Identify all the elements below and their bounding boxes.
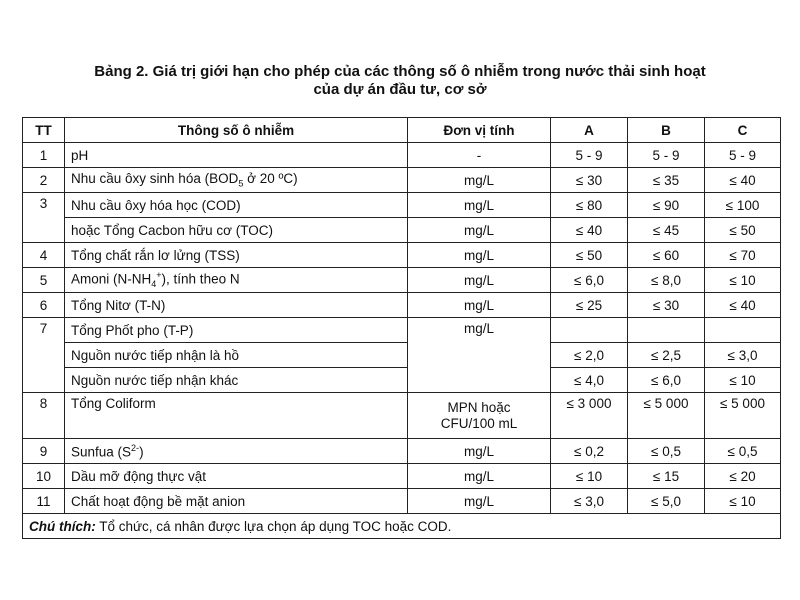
table-row xyxy=(23,193,781,218)
cell-b: ≤ 5,0 xyxy=(628,489,705,514)
cell-a: ≤ 6,0 xyxy=(551,268,628,293)
table-row xyxy=(23,464,781,489)
cell-parameter: hoặc Tổng Cacbon hữu cơ (TOC) xyxy=(65,218,408,243)
cell-b: ≤ 35 xyxy=(628,168,705,193)
note-label: Chú thích: xyxy=(29,518,96,534)
cell-a xyxy=(551,318,628,343)
header-a: A xyxy=(551,118,628,143)
table-header-row xyxy=(23,118,781,143)
header-parameter: Thông số ô nhiễm xyxy=(65,118,408,143)
header-unit: Đơn vị tính xyxy=(408,118,551,143)
cell-parameter: pH xyxy=(65,143,408,168)
cell-c: ≤ 40 xyxy=(705,168,781,193)
header-c: C xyxy=(705,118,781,143)
cell-unit: mg/L xyxy=(408,318,551,393)
header-tt: TT xyxy=(23,118,65,143)
note-row xyxy=(23,514,781,539)
cell-parameter: Nguồn nước tiếp nhận khác xyxy=(65,368,408,393)
cell-c: ≤ 100 xyxy=(705,193,781,218)
cell-tt: 4 xyxy=(23,243,65,268)
table-row xyxy=(23,393,781,439)
cell-a: ≤ 3,0 xyxy=(551,489,628,514)
table-row xyxy=(23,218,781,243)
param-text: ), tính theo N xyxy=(161,271,240,287)
cell-a: 5 - 9 xyxy=(551,143,628,168)
cell-parameter: Nhu cầu ôxy hóa học (COD) xyxy=(65,193,408,218)
cell-c: ≤ 40 xyxy=(705,293,781,318)
cell-tt: 2 xyxy=(23,168,65,193)
table-title xyxy=(20,63,780,99)
cell-tt: 3 xyxy=(23,193,65,243)
table-row xyxy=(23,439,781,464)
table-row xyxy=(23,293,781,318)
table-row xyxy=(23,343,781,368)
cell-unit: mg/L xyxy=(408,439,551,464)
table-row xyxy=(23,168,781,193)
param-text: ) xyxy=(139,444,144,460)
cell-unit: mg/L xyxy=(408,464,551,489)
cell-c: ≤ 10 xyxy=(705,489,781,514)
cell-b: ≤ 45 xyxy=(628,218,705,243)
cell-b: ≤ 30 xyxy=(628,293,705,318)
cell-a: ≤ 50 xyxy=(551,243,628,268)
header-b: B xyxy=(628,118,705,143)
cell-c: ≤ 5 000 xyxy=(705,393,781,439)
cell-parameter: Tổng Coliform xyxy=(65,393,408,439)
cell-c: ≤ 10 xyxy=(705,368,781,393)
cell-c: 5 - 9 xyxy=(705,143,781,168)
param-text: ở 20 ºC) xyxy=(243,171,298,187)
cell-unit: mg/L xyxy=(408,489,551,514)
cell-tt: 5 xyxy=(23,268,65,293)
cell-b: ≤ 5 000 xyxy=(628,393,705,439)
cell-tt: 8 xyxy=(23,393,65,439)
cell-unit: mg/L xyxy=(408,168,551,193)
cell-b: ≤ 8,0 xyxy=(628,268,705,293)
cell-a: ≤ 25 xyxy=(551,293,628,318)
cell-unit: mg/L xyxy=(408,293,551,318)
cell-a: ≤ 10 xyxy=(551,464,628,489)
unit-line: CFU/100 mL xyxy=(440,416,518,431)
cell-unit: mg/L xyxy=(408,218,551,243)
cell-a: ≤ 3 000 xyxy=(551,393,628,439)
param-subscript: 4 xyxy=(151,279,157,290)
cell-b: ≤ 15 xyxy=(628,464,705,489)
table-title-line1: Bảng 2. Giá trị giới hạn cho phép của các thông số ô nhiễm trong nước thải sinh hoạt xyxy=(94,63,706,80)
cell-tt: 10 xyxy=(23,464,65,489)
param-subscript: 5 xyxy=(238,178,244,189)
cell-c: ≤ 0,5 xyxy=(705,439,781,464)
cell-a: ≤ 40 xyxy=(551,218,628,243)
note-cell xyxy=(23,514,781,539)
cell-a: ≤ 30 xyxy=(551,168,628,193)
cell-parameter: Nguồn nước tiếp nhận là hồ xyxy=(65,343,408,368)
cell-parameter: Dầu mỡ động thực vật xyxy=(65,464,408,489)
cell-unit xyxy=(408,393,551,439)
cell-parameter xyxy=(65,439,408,464)
param-text: Amoni (N-NH xyxy=(71,271,152,287)
cell-b: ≤ 60 xyxy=(628,243,705,268)
cell-tt: 9 xyxy=(23,439,65,464)
cell-unit: mg/L xyxy=(408,243,551,268)
cell-parameter: Chất hoạt động bề mặt anion xyxy=(65,489,408,514)
cell-parameter xyxy=(65,268,408,293)
cell-a: ≤ 0,2 xyxy=(551,439,628,464)
cell-c: ≤ 3,0 xyxy=(705,343,781,368)
cell-c xyxy=(705,318,781,343)
table-row xyxy=(23,143,781,168)
table-row xyxy=(23,318,781,343)
cell-parameter: Tổng Phốt pho (T-P) xyxy=(65,318,408,343)
cell-b: ≤ 90 xyxy=(628,193,705,218)
cell-parameter xyxy=(65,168,408,193)
cell-unit: mg/L xyxy=(408,193,551,218)
note-text: Tổ chức, cá nhân được lựa chọn áp dụng TOC hoặc COD. xyxy=(95,518,452,534)
cell-c: ≤ 10 xyxy=(705,268,781,293)
cell-b: ≤ 2,5 xyxy=(628,343,705,368)
cell-b xyxy=(628,318,705,343)
cell-parameter: Tổng chất rắn lơ lửng (TSS) xyxy=(65,243,408,268)
cell-tt: 1 xyxy=(23,143,65,168)
table-row xyxy=(23,489,781,514)
table-title-line2: của dự án đầu tư, cơ sở xyxy=(313,81,487,98)
param-superscript: + xyxy=(156,270,162,281)
table-row xyxy=(23,368,781,393)
cell-tt: 6 xyxy=(23,293,65,318)
table-row xyxy=(23,243,781,268)
cell-a: ≤ 4,0 xyxy=(551,368,628,393)
table-row xyxy=(23,268,781,293)
cell-unit: mg/L xyxy=(408,268,551,293)
cell-b: ≤ 0,5 xyxy=(628,439,705,464)
cell-c: ≤ 20 xyxy=(705,464,781,489)
cell-b: ≤ 6,0 xyxy=(628,368,705,393)
cell-unit: - xyxy=(408,143,551,168)
cell-c: ≤ 50 xyxy=(705,218,781,243)
cell-a: ≤ 80 xyxy=(551,193,628,218)
cell-b: 5 - 9 xyxy=(628,143,705,168)
param-text: Nhu cầu ôxy sinh hóa (BOD xyxy=(71,171,239,187)
pollutant-limits-table xyxy=(22,117,781,539)
cell-c: ≤ 70 xyxy=(705,243,781,268)
param-text: Sunfua (S xyxy=(71,444,132,460)
cell-tt: 7 xyxy=(23,318,65,393)
cell-a: ≤ 2,0 xyxy=(551,343,628,368)
cell-tt: 11 xyxy=(23,489,65,514)
param-superscript: 2- xyxy=(131,442,140,453)
cell-parameter: Tổng Nitơ (T-N) xyxy=(65,293,408,318)
unit-line: MPN hoặc xyxy=(447,400,511,415)
